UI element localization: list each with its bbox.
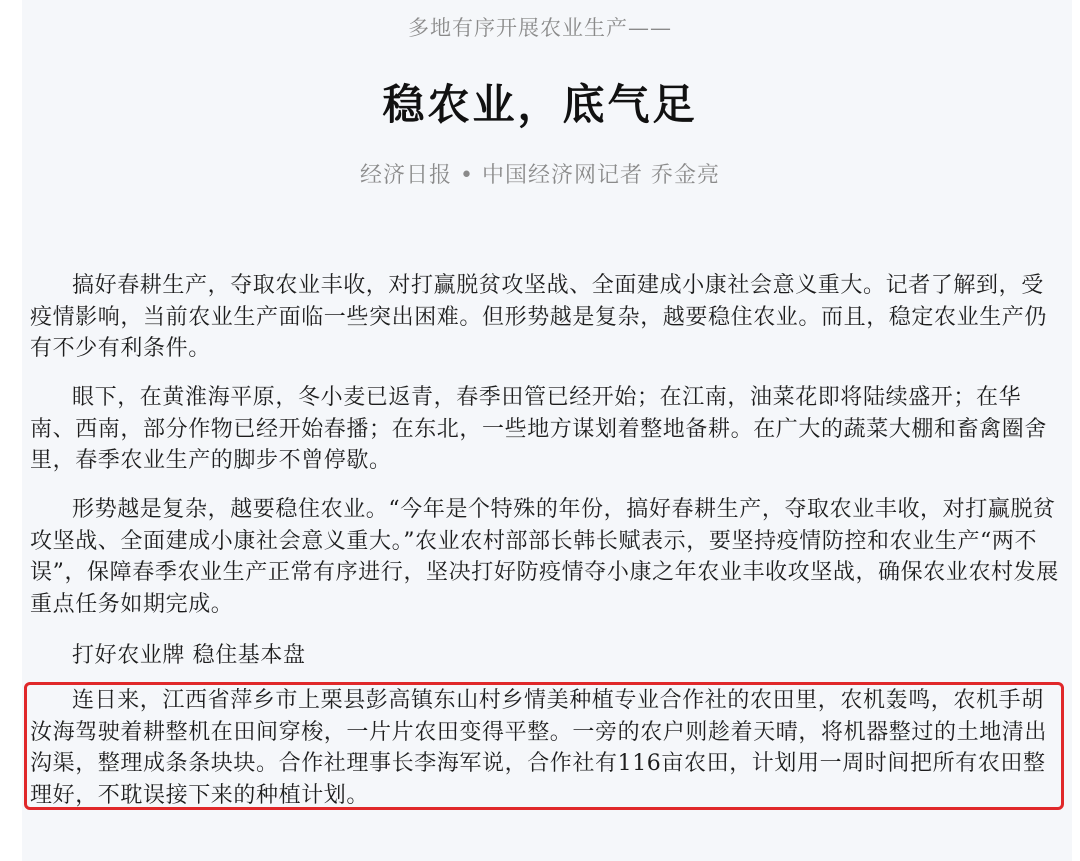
article-byline: 经济日报 • 中国经济网记者 乔金亮 bbox=[360, 163, 720, 188]
red-highlight-box bbox=[24, 682, 1064, 810]
article-paragraph-2: 眼下，在黄淮海平原，冬小麦已返青，春季田管已经开始；在江南，油菜花即将陆续盛开；在华南、西南，部分作物已经开始春播；在东北，一些地方谋划着整地备耕。在广大的蔬菜大棚和畜禽圈舍里，春季农业生产的脚步不曾停歇。 bbox=[30, 385, 1048, 473]
highlighted-paragraph: 连日来，江西省萍乡市上栗县彭高镇东山村乡情美种植专业合作社的农田里，农机轰鸣，农机手胡汝海驾驶着耕整机在田间穿梭，一片片农田变得平整。一旁的农户则趁着天晴，将机器整过的土地清出沟渠，整理成条条块块。合作社理事长李海军说，合作社有116亩农田，计划用一周时间把所有农田整理好，不耽误接下来的种植计划。 bbox=[30, 688, 1048, 808]
article-kicker: 多地有序开展农业生产—— bbox=[408, 16, 672, 40]
article-paragraph-3: 形势越是复杂，越要稳住农业。“今年是个特殊的年份，搞好春耕生产，夺取农业丰收，对打赢脱贫攻坚战、全面建成小康社会意义重大。”农业农村部部长韩长赋表示，要坚持疫情防控和农业生产“两不误”，保障春季农业生产正常有序进行，坚决打好防疫情夺小康之年农业丰收攻坚战，确保农业农村发展重点任务如期完成。 bbox=[30, 497, 1059, 617]
article-headline: 稳农业，底气足 bbox=[382, 80, 698, 129]
article-paragraph-1: 搞好春耕生产，夺取农业丰收，对打赢脱贫攻坚战、全面建成小康社会意义重大。记者了解到，受疫情影响，当前农业生产面临一些突出困难。但形势越是复杂，越要稳住农业。而且，稳定农业生产仍有不少有利条件。 bbox=[30, 273, 1048, 361]
article-subhead: 打好农业牌 稳住基本盘 bbox=[72, 643, 306, 668]
